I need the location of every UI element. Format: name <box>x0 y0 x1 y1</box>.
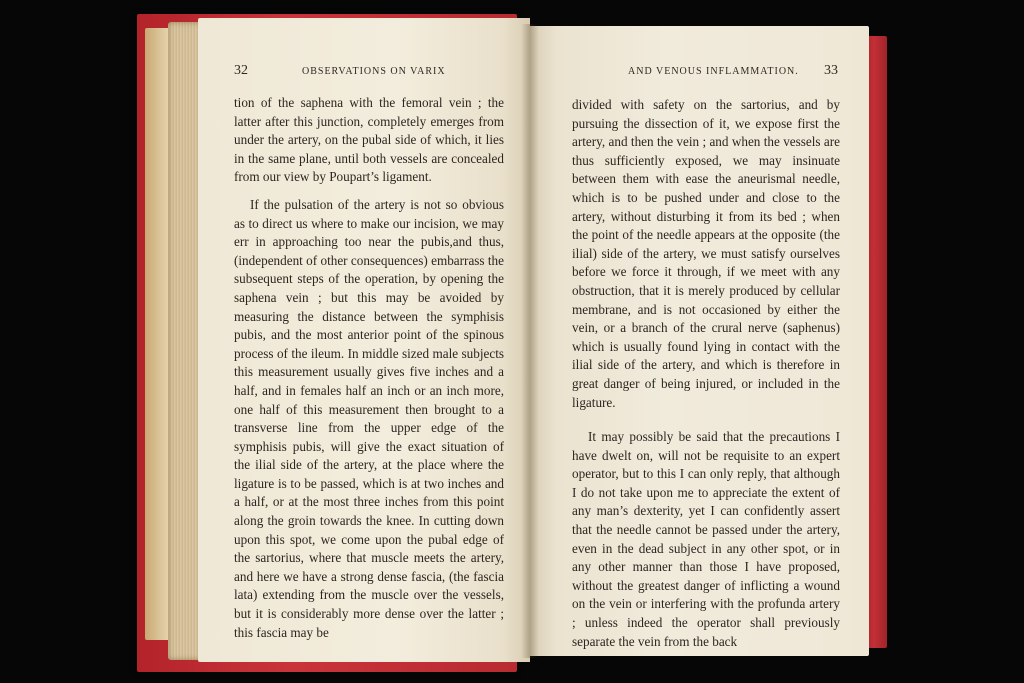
left-page-body <box>234 94 504 642</box>
left-paragraph-2: If the pulsation of the artery is not so obvious as to direct us where to make our incision, we may err in approaching too near the pubis,and thus, (independent of other consequences) embarrass the subsequent steps of the operation, by opening the saphena vein ; but this may be avoided by measuring the distance between the symphisis pubis, and the most anterior point of the spinous process of the ileum. In middle sized male subjects this measurement usually gives five inches and a half, and in females half an inch or an inch more, one half of this measurement then brought to a transverse line from the upper edge of the symphisis pubis, will give the exact situation of the ilial side of the artery, at the place where the ligature is to be passed, which is at two inches and a half, or at the most three inches from this point along the groin towards the knee. In cutting down upon this spot, we come upon the pubal edge of the sartorius, where that muscle meets the artery, and here we have a strong dense fascia, (the fascia lata) extending from the muscle over the vessels, but it is considerably more dense over the latter ; this fascia may be <box>234 196 504 640</box>
right-page-header <box>588 63 844 84</box>
left-running-head: OBSERVATIONS ON VARIX <box>302 66 446 77</box>
right-paragraph-1: divided with safety on the sartorius, and by pursuing the dissection of it, we expose first the artery, and then the vein ; and when the vessels are thus sufficiently exposed, we may insinuate between them with ease the aneurismal needle, which is to be pushed under and close to the artery, without disturbing it from its bed ; when the point of the needle appears at the opposite (the ilial) side of the artery, we must satisfy ourselves before we force it through, if we meet with any obstruction, that it is merely produced by cellular membrane, and is not occasioned by either the vein, or a branch of the crural nerve (saphenus) which is usually found lying in contact with the ilial side of the artery, and which is therefore in great danger of being injured, or included in the ligature. <box>572 97 840 410</box>
right-page-body <box>572 96 840 651</box>
right-page-number: 33 <box>824 63 838 78</box>
right-paragraph-2: It may possibly be said that the precautions I have dwelt on, will not be requisite to an expert operator, but to this I can only reply, that although I do not take upon me to appreciate the extent of any man’s dexterity, yet I can confidently assert that the needle cannot be passed under the artery, even in the dead subject in any other spot, or in any other manner than those I have proposed, without the greatest danger of inflicting a wound on the vein or interfering with the profunda artery ; unless indeed the operator shall previously separate the vein from the back <box>572 429 840 649</box>
right-running-head: AND VENOUS INFLAMMATION. <box>628 66 799 77</box>
book-gutter <box>521 24 539 658</box>
left-page-header <box>234 63 504 84</box>
left-page-number: 32 <box>234 63 248 78</box>
left-paragraph-1: tion of the saphena with the femoral vein ; the latter after this junction, completely emerges from under the artery, on the pubal side of which, it lies in the same plane, until both vessels are concealed from our view by Poupart’s ligament. <box>234 95 504 185</box>
